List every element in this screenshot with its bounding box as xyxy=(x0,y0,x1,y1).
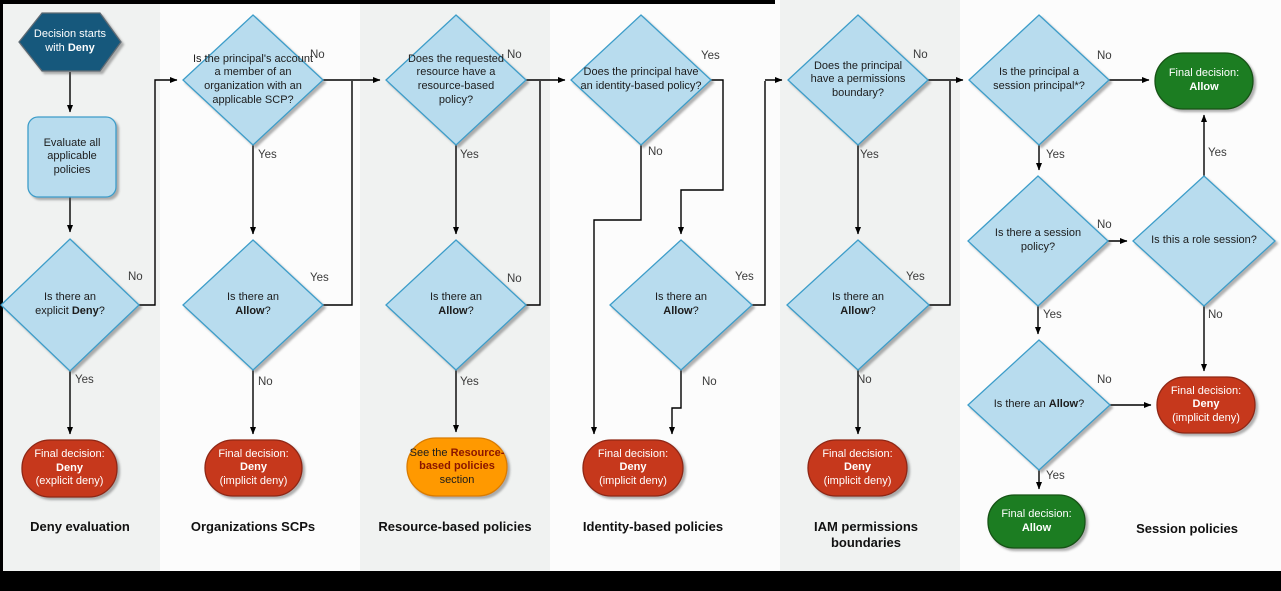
boundary-allow-question: Is there an Allow? xyxy=(832,291,884,317)
identity-deny-node: Final decision: Deny (implicit deny) xyxy=(597,447,669,487)
column-label-identity-based: Identity-based policies xyxy=(582,519,724,534)
permissions-boundary-question: Does the principal have a permissions boundary? xyxy=(810,59,906,99)
session-deny-node: Final decision: Deny (implicit deny) xyxy=(1170,384,1242,424)
edge-label-yes: Yes xyxy=(310,272,329,284)
column-label-organizations-scps: Organizations SCPs xyxy=(190,519,316,534)
see-resource-section-node: See the Resource-based policies section xyxy=(409,446,505,486)
column-label-session-policies: Session policies xyxy=(1136,521,1238,536)
edge-label-yes: Yes xyxy=(460,376,479,388)
edge-label-no: No xyxy=(310,49,325,61)
edge-label-yes: Yes xyxy=(75,374,94,386)
edge-label-no: No xyxy=(857,374,872,386)
explicit-deny-question: Is there an explicit Deny? xyxy=(35,291,105,317)
edge-label-yes: Yes xyxy=(860,149,879,161)
resource-allow-question: Is there an Allow? xyxy=(430,291,482,317)
boundary-deny-node: Final decision: Deny (implicit deny) xyxy=(822,447,893,487)
edge-label-no: No xyxy=(1097,219,1112,231)
edge-label-no: No xyxy=(702,376,717,388)
start-node: Decision starts with Deny xyxy=(33,28,107,54)
edge-label-no: No xyxy=(128,271,143,283)
edge-label-no: No xyxy=(1208,309,1223,321)
edge-label-no: No xyxy=(507,49,522,61)
column-label-resource-based: Resource-based policies xyxy=(378,519,532,534)
evaluate-policies-node: Evaluate all applicable policies xyxy=(43,136,101,176)
edge-label-no: No xyxy=(1097,374,1112,386)
org-scp-question: Is the principal's account a member of an organization with an applicable SCP? xyxy=(192,52,314,106)
edge-label-yes: Yes xyxy=(258,149,277,161)
session-allow-node-bottom: Final decision: Allow xyxy=(1001,507,1072,534)
final-deny-explicit-node: Final decision: Deny (explicit deny) xyxy=(34,448,105,488)
role-session-question: Is this a role session? xyxy=(1151,234,1257,247)
edge-label-no: No xyxy=(913,49,928,61)
edge-label-no: No xyxy=(648,146,663,158)
session-principal-question: Is the principal a session principal*? xyxy=(993,66,1085,92)
scp-deny-node: Final decision: Deny (implicit deny) xyxy=(218,447,289,487)
session-allow-node-top: Final decision: Allow xyxy=(1168,67,1240,93)
edge-label-no: No xyxy=(507,273,522,285)
identity-policy-question: Does the principal have an identity-based policy? xyxy=(580,66,702,92)
edge-label-yes: Yes xyxy=(701,50,720,62)
edge-label-yes: Yes xyxy=(1046,149,1065,161)
resource-policy-question: Does the requested resource have a resource-based policy? xyxy=(407,52,504,106)
scp-allow-question: Is there an Allow? xyxy=(227,291,279,317)
column-label-deny-evaluation: Deny evaluation xyxy=(30,519,130,534)
edge-label-yes: Yes xyxy=(735,271,754,283)
session-policy-question: Is there a session policy? xyxy=(994,227,1082,253)
identity-allow-question: Is there an Allow? xyxy=(655,291,707,317)
edge-label-yes: Yes xyxy=(906,271,925,283)
session-allow-question: Is there an Allow? xyxy=(993,398,1085,411)
edge-label-yes: Yes xyxy=(1043,309,1062,321)
edge-label-yes: Yes xyxy=(1046,470,1065,482)
edge-label-no: No xyxy=(258,376,273,388)
edge-label-no: No xyxy=(1097,50,1112,62)
edge-label-yes: Yes xyxy=(1208,147,1227,159)
edge-label-yes: Yes xyxy=(460,149,479,161)
column-label-permissions-boundaries: IAM permissions boundaries xyxy=(813,519,919,551)
